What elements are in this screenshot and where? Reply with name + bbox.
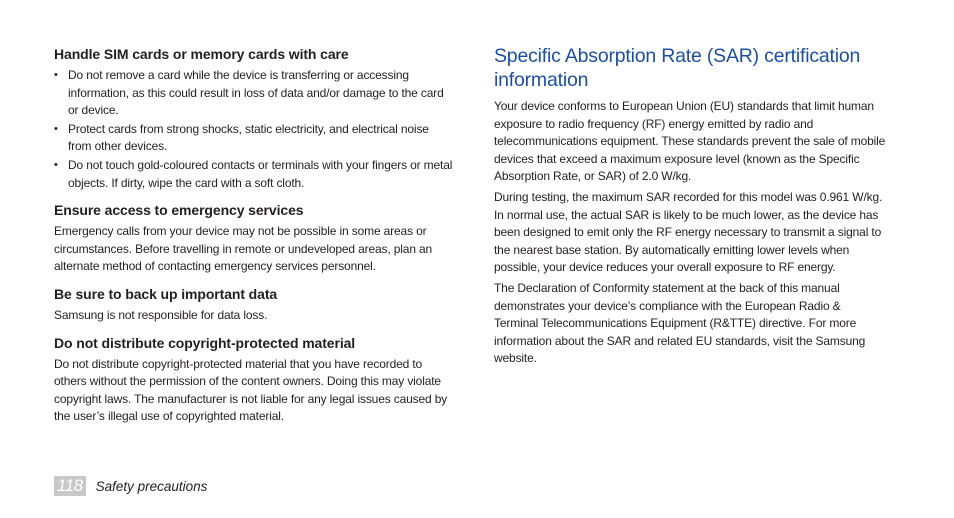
sar-paragraph-1: Your device conforms to European Union (EU) standards that limit human exposure to radio frequency (RF) energy emitted by radio and telecommunications equipment. These standards prevent the sale of mobile devices that exceed a maximum exposure level (known as the Specific Absorption Rate, or SAR) of 2.0 W/kg. xyxy=(494,99,886,184)
bullet-icon: • xyxy=(54,158,58,171)
section-label: Safety precautions xyxy=(95,478,208,494)
emergency-text: Emergency calls from your device may not be possible in some areas or circumstances. Before travelling in remote or undeveloped areas, plan an alternate method of contacting emergency services personnel. xyxy=(54,224,433,274)
emergency-section xyxy=(54,202,454,276)
sim-card-section xyxy=(54,46,454,192)
left-column xyxy=(54,46,454,436)
bullet-text: Protect cards from strong shocks, static electricity, and electrical noise from other devices. xyxy=(68,121,429,154)
sim-card-bullet-1 xyxy=(54,67,454,120)
sar-title: Specific Absorption Rate (SAR) certification information xyxy=(494,45,861,91)
sar-paragraph-3: The Declaration of Conformity statement at the back of this manual demonstrates your device’s compliance with the European Radio & Terminal Telecommunications Equipment (R&TTE) directive. For more information about the SAR and related EU standards, visit the Samsung website. xyxy=(494,280,866,366)
page-number: 118 xyxy=(54,476,86,496)
sim-card-heading: Handle SIM cards or memory cards with care xyxy=(54,46,349,62)
sim-card-bullet-3 xyxy=(54,157,454,192)
bullet-icon: • xyxy=(54,122,58,135)
bullet-icon: • xyxy=(54,69,58,81)
sim-card-bullet-2 xyxy=(54,121,454,156)
emergency-heading: Ensure access to emergency services xyxy=(54,202,304,219)
copyright-heading: Do not distribute copyright-protected material xyxy=(54,334,356,351)
backup-text: Samsung is not responsible for data loss. xyxy=(54,307,268,322)
sar-paragraph-2: During testing, the maximum SAR recorded for this model was 0.961 W/kg. In normal use, the actual SAR is likely to be much lower, as the device has been designed to emit only the RF energy necessary to transmit a signal to the nearest base station. By automatically emitting lower levels when possible, your device reduces your overall exposure to RF energy. xyxy=(494,189,883,275)
right-column xyxy=(494,44,886,368)
backup-heading: Be sure to back up important data xyxy=(54,285,278,302)
sim-card-bullet-list xyxy=(54,67,454,192)
bullet-text: Do not remove a card while the device is transferring or accessing information, as this could result in loss of data and/or damage to the card or device. xyxy=(68,68,444,118)
copyright-text: Do not distribute copyright-protected material that you have recorded to others without the permission of the content owners. Doing this may violate copyright laws. The manufacturer is not liable for any legal issues caused by the user’s illegal use of copyrighted material. xyxy=(54,356,448,424)
bullet-text: Do not touch gold-coloured contacts or terminals with your fingers or metal objects. If dirty, wipe the card with a soft cloth. xyxy=(68,157,453,190)
copyright-section xyxy=(54,335,454,426)
backup-section xyxy=(54,286,454,325)
page-footer xyxy=(54,476,207,496)
